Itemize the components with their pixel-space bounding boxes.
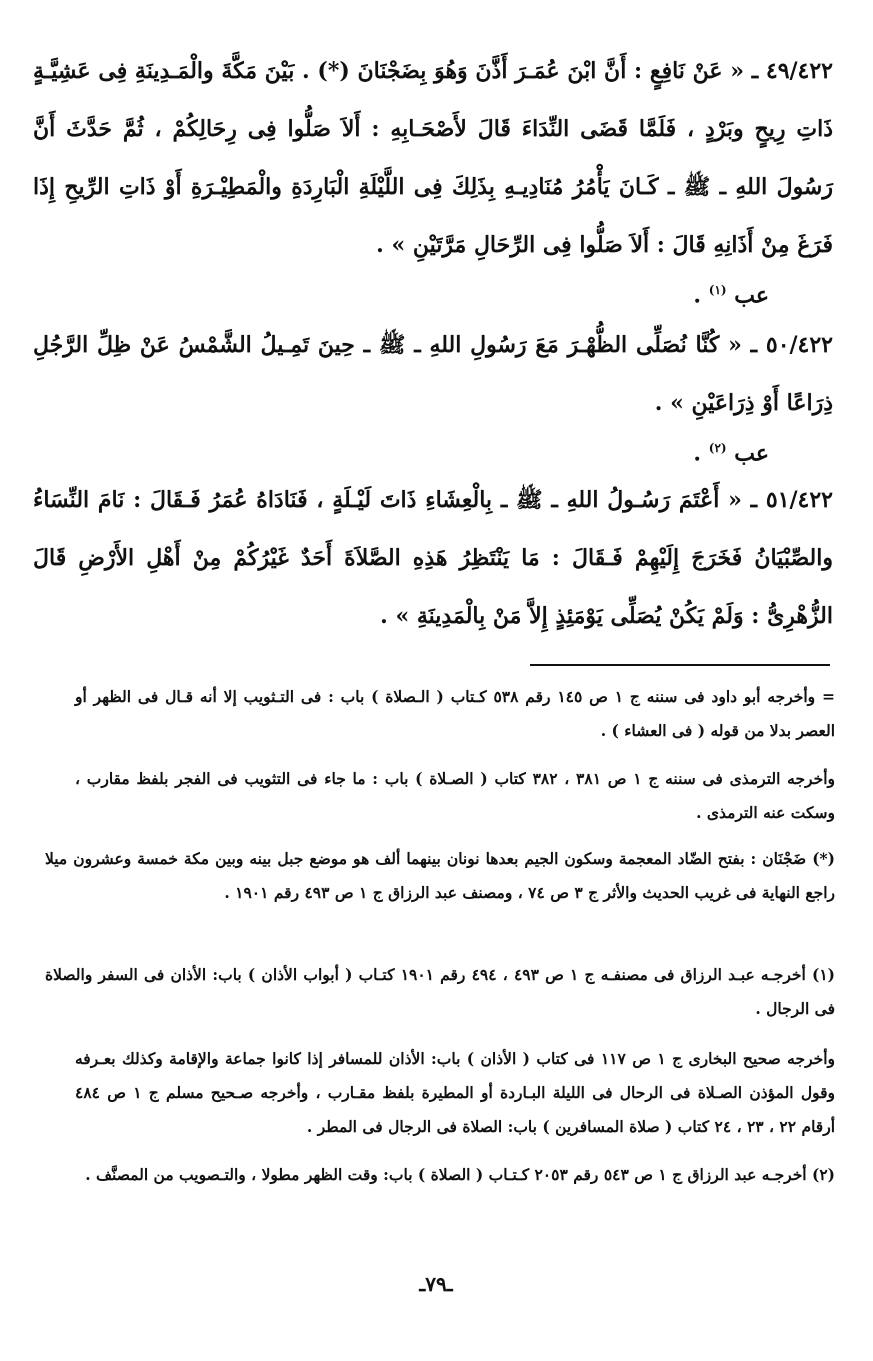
- hadith-50: [33, 316, 833, 432]
- footnote-marker: (١): [708, 283, 727, 297]
- page-number: ـ٧٩ـ: [419, 1272, 453, 1296]
- hadith-text: ٥١/٤٢٢ ـ « أَعْتَمَ رَسُـولُ اللهِ ـ ﷺ ـ بِالْعِشَاءِ ذَاتَ لَيْـلَةٍ ، فَنَادَاهُ عُمَرُ فَـقَالَ : نَامَ النِّسَاءُ والصِّبْيَانُ فَخَرَجَ إِلَيْهِمْ فَـقَالَ : مَا يَنْتَظِرُ هَذِهِ الصَّلاَةَ أَحَدٌ غَيْرُكُمْ مِنْ أَهْلِ الأَرْضِ قَالَ الزُّهْرِىُّ : وَلَمْ يَكُنْ يُصَلِّى يَوْمَئِذٍ إِلاَّ مَنْ بِالْمَدِينَةِ » .: [33, 487, 833, 629]
- footnote-text: وأخرجه الترمذى فى سننه ج ١ ص ٣٨١ ، ٣٨٢ كتاب ( الصـلاة ) باب : ما جاء فى التثويب فى الفجر بلفظ مقارب ، وسكت عنه الترمذى .: [75, 769, 835, 822]
- reference-label: عب: [734, 282, 769, 309]
- hadith-49-reference: [693, 275, 769, 310]
- footnote-separator: [530, 664, 830, 666]
- footnote-continuation-abu-dawud: [75, 680, 835, 748]
- footnote-1: [45, 958, 835, 1026]
- footnote-text: وأخرجه صحيح البخارى ج ١ ص ١١٧ فى كتاب ( الأذان ) باب: الأذان للمسافر إذا كانوا جماعة والإقامة وكذلك بعـرفه وقول المؤذن الصـلاة فى الرحال فى الليلة البـاردة أو المطيرة بلفظ مقـارب ، وأخرجه صـحيح مسلم ج ١ ص ٤٨٤ أرقام ٢٢ ، ٢٣ ، ٢٤ كتاب ( صلاة المسافرين ) باب: الصلاة فى الرجال فى المطر .: [75, 1049, 835, 1136]
- reference-period: .: [693, 282, 702, 309]
- footnote-tirmidhi: [75, 762, 835, 830]
- footnote-marker: (٢): [708, 441, 727, 455]
- hadith-49: [33, 42, 833, 274]
- footnote-text: = وأخرجه أبو داود فى سننه ج ١ ص ١٤٥ رقم ٥٣٨ كـتاب ( الـصلاة ) باب : فى التـثويب إلا أنه قـال فى الظهر أو العصر بدلا من قوله ( فى العشاء ) .: [75, 687, 835, 740]
- footnote-text: (٢) أخرجـه عبد الرزاق ج ١ ص ٥٤٣ رقم ٢٠٥٣ كـتـاب ( الصلاة ) باب: وقت الظهر مطولا ، والتـصويب من المصنَّف .: [85, 1165, 835, 1184]
- hadith-text: ٤٩/٤٢٢ ـ « عَنْ نَافِعٍ : أَنَّ ابْنَ عُمَـرَ أَذَّنَ وَهُوَ بِضَجْنَانَ (*) . بَيْنَ مَكَّةَ والْمَـدِينَةِ فِى عَشِيَّـةٍ ذَاتِ رِيحٍ وبَرْدٍ ، فَلَمَّا قَضَى النِّدَاءَ قَالَ لأَصْحَـابِهِ : أَلاَ صَلُّوا فِى رِحَالِكُمْ ، ثُمَّ حَدَّثَ أَنَّ رَسُولَ اللهِ ـ ﷺ ـ كَـانَ يَأْمُرُ مُنَادِيـهِ بِذَلِكَ فِى اللَّيْلَةِ الْبَارِدَةِ والْمَطِيْـرَةِ أَوْ ذَاتِ الرِّيحِ إِذَا فَرَغَ مِنْ أَذَانِهِ قَالَ : أَلاَ صَلُّوا فِى الرِّحَالِ مَرَّتَيْنِ » .: [33, 58, 833, 258]
- hadith-text: ٥٠/٤٢٢ ـ « كُنَّا نُصَلِّى الظُّهْـرَ مَعَ رَسُولِ اللهِ ـ ﷺ ـ حِينَ تَمِـيلُ الشَّمْسُ عَنْ ظِلِّ الرَّجُلِ ذِرَاعًا أَوْ ذِرَاعَيْنِ » .: [33, 332, 833, 416]
- footnote-text: (١) أخرجـه عبـد الرزاق فى مصنفـه ج ١ ص ٤٩٣ ، ٤٩٤ رقم ١٩٠١ كتـاب ( أبواب الأذان ) باب: الأذان فى السفر والصلاة فى الرجال .: [45, 965, 835, 1018]
- footnote-2: [45, 1158, 835, 1192]
- hadith-51: [33, 471, 833, 645]
- footnote-text: (*) ضَجْنَان : بفتح الضّاد المعجمة وسكون الجيم بعدها نونان بينهما ألف هو موضع جبل بينه وبين مكة خمسة وعشرون ميلا راجع النهاية فى غريب الحديث والأثر ج ٣ ص ٧٤ ، ومصنف عبد الرزاق ج ١ ص ٤٩٣ رقم ١٩٠١ .: [45, 849, 835, 902]
- footnote-star-dajnan: [45, 842, 835, 910]
- reference-period: .: [693, 440, 702, 467]
- reference-label: عب: [734, 440, 769, 467]
- footnote-1-bukhari-muslim: [75, 1042, 835, 1144]
- hadith-50-reference: [693, 433, 769, 468]
